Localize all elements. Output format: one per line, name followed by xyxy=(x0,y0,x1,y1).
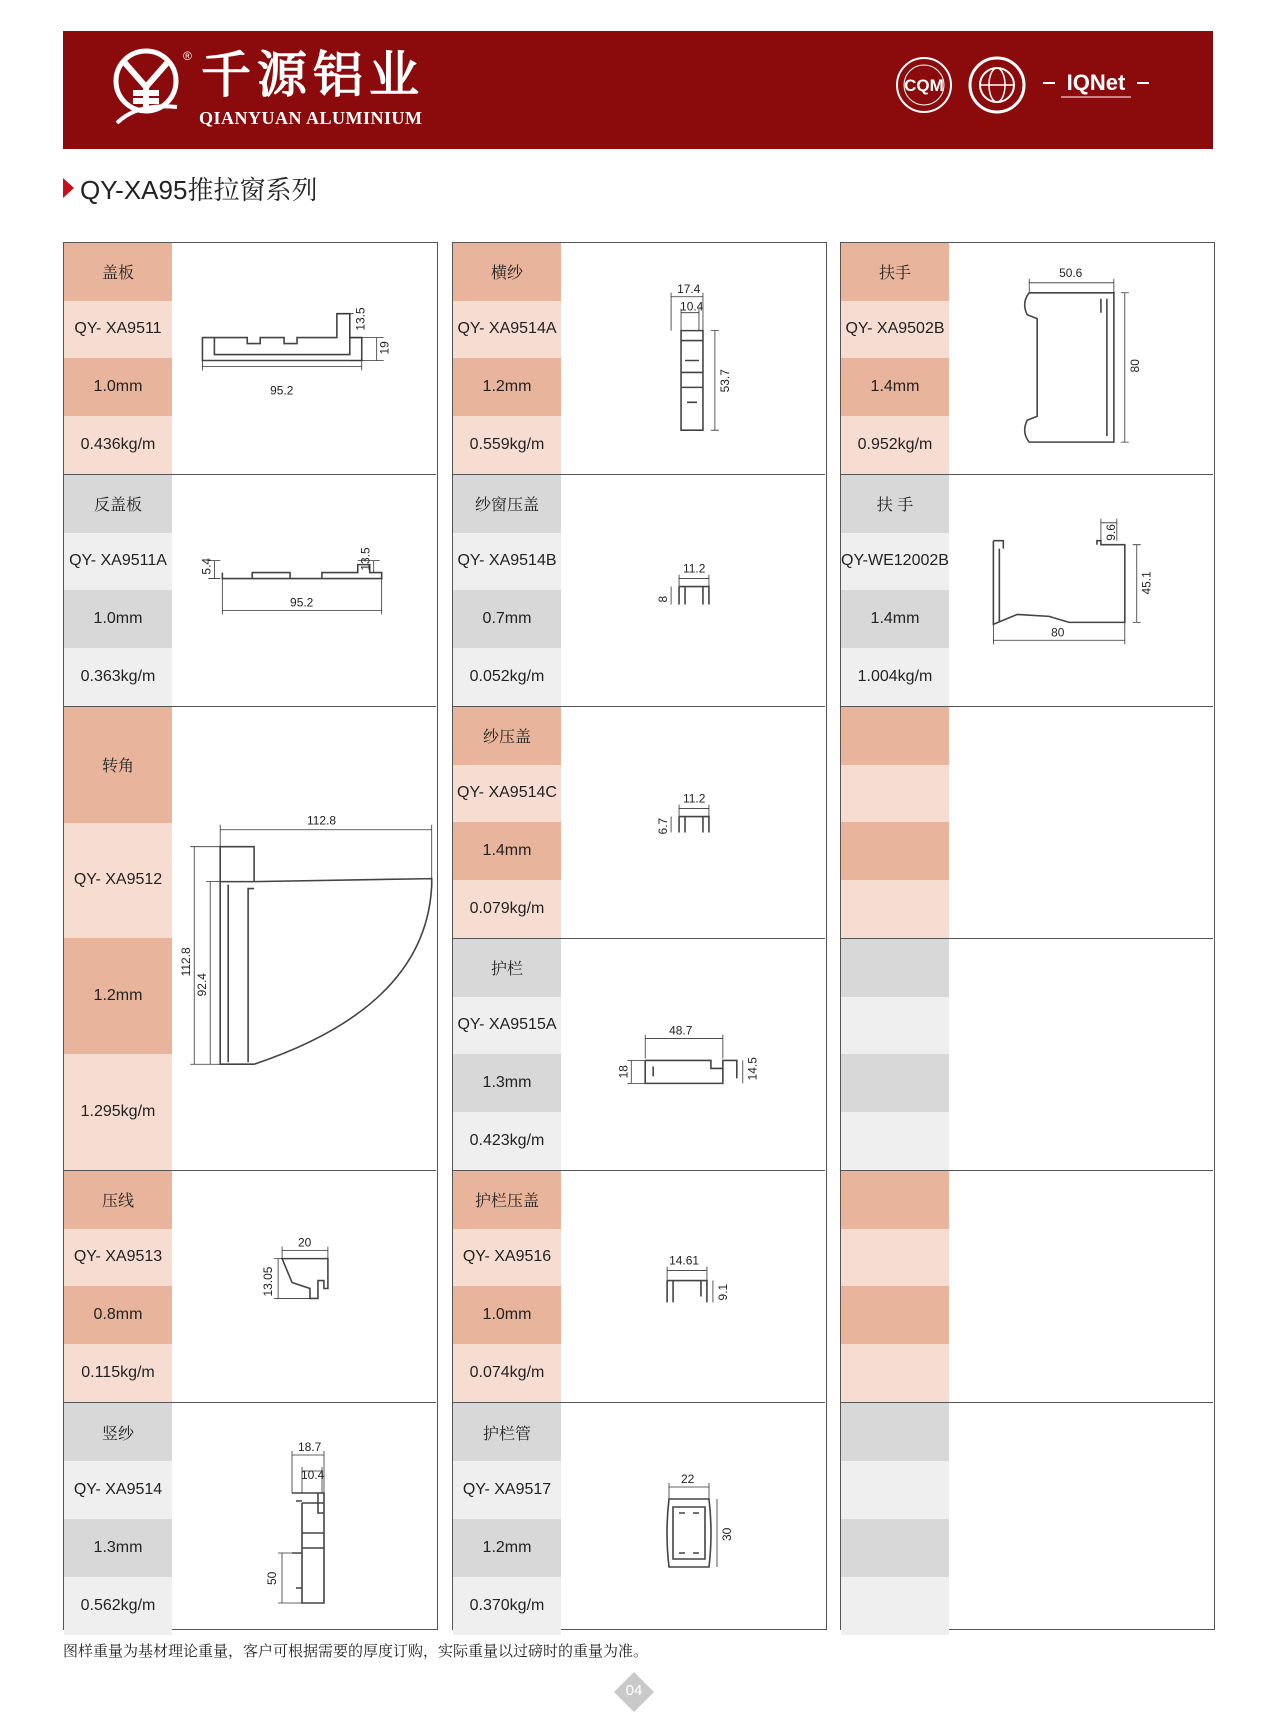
catalog-column-2 xyxy=(452,242,827,1630)
cqm-cert-icon xyxy=(893,55,955,115)
profile-code: QY- XA9514C xyxy=(453,765,561,823)
profile-thickness: 1.2mm xyxy=(453,358,561,416)
dim-label: 13.05 xyxy=(261,1266,276,1297)
profile-cell xyxy=(453,707,825,939)
profile-cell xyxy=(453,1171,825,1403)
dim-label: 11.2 xyxy=(683,791,706,806)
profile-thickness xyxy=(841,1519,949,1577)
profile-weight: 0.952kg/m xyxy=(841,416,949,474)
dim-label: 112.8 xyxy=(179,947,194,977)
profile-weight: 0.423kg/m xyxy=(453,1112,561,1170)
dim-label: 13.5 xyxy=(353,307,368,331)
profile-drawing xyxy=(949,243,1213,474)
profile-name xyxy=(841,1403,949,1461)
profile-label-column xyxy=(64,1403,172,1635)
dim-label: 92.4 xyxy=(195,973,210,997)
profile-weight xyxy=(841,880,949,938)
profile-section-diagram xyxy=(561,707,825,938)
profile-code: QY- XA9515A xyxy=(453,997,561,1055)
profile-cell xyxy=(841,243,1213,475)
profile-name: 压线 xyxy=(64,1171,172,1229)
profile-weight: 1.004kg/m xyxy=(841,648,949,706)
profile-drawing xyxy=(172,1171,436,1402)
profile-weight xyxy=(841,1577,949,1635)
profile-drawing xyxy=(949,1403,1213,1635)
qianyuan-logo-icon xyxy=(107,43,185,133)
dim-label: 19 xyxy=(377,341,392,355)
profile-section-diagram xyxy=(561,475,825,706)
profile-drawing xyxy=(172,243,436,474)
globe-cert-icon xyxy=(966,55,1028,115)
profile-name: 护栏压盖 xyxy=(453,1171,561,1229)
profile-cell xyxy=(453,243,825,475)
profile-section-diagram xyxy=(172,707,436,1170)
profile-label-column xyxy=(453,939,561,1170)
profile-cell xyxy=(64,1171,436,1403)
catalog-column-1 xyxy=(63,242,438,1630)
cqm-label: CQM xyxy=(904,76,944,95)
profile-name: 扶 手 xyxy=(841,475,949,533)
profile-code xyxy=(841,997,949,1055)
iqnet-label: IQNet xyxy=(1066,70,1126,95)
dim-label: 53.7 xyxy=(717,369,732,393)
profile-label-column xyxy=(453,1171,561,1402)
profile-weight: 0.559kg/m xyxy=(453,416,561,474)
profile-name: 护栏 xyxy=(453,939,561,997)
dim-label: 17.4 xyxy=(677,281,701,296)
profile-drawing xyxy=(172,475,436,706)
profile-weight: 0.115kg/m xyxy=(64,1344,172,1402)
profile-drawing xyxy=(561,707,825,938)
profile-thickness: 1.4mm xyxy=(841,590,949,648)
dim-label: 10.4 xyxy=(680,299,704,314)
dim-label: 30 xyxy=(720,1527,734,1541)
profile-code: QY- XA9513 xyxy=(64,1229,172,1287)
footnote: 图样重量为基材理论重量，客户可根据需要的厚度订购，实际重量以过磅时的重量为准。 xyxy=(63,1643,649,1660)
profile-weight xyxy=(841,1112,949,1170)
profile-code: QY- XA9514A xyxy=(453,301,561,359)
profile-cell xyxy=(453,1403,825,1635)
dim-label: 95.2 xyxy=(290,595,314,610)
profile-label-column xyxy=(841,939,949,1170)
profile-weight: 0.363kg/m xyxy=(64,648,172,706)
profile-weight: 0.436kg/m xyxy=(64,416,172,474)
dim-label: 20 xyxy=(298,1235,312,1250)
profile-name: 纱压盖 xyxy=(453,707,561,765)
profile-thickness: 1.0mm xyxy=(453,1286,561,1344)
profile-cell xyxy=(64,475,436,707)
profile-weight: 0.370kg/m xyxy=(453,1577,561,1635)
dim-label: 50.6 xyxy=(1059,265,1083,280)
profile-drawing xyxy=(561,243,825,474)
profile-weight: 0.562kg/m xyxy=(64,1577,172,1635)
profile-label-column xyxy=(841,707,949,938)
profile-name xyxy=(841,939,949,997)
profile-section-diagram xyxy=(172,475,436,706)
profile-cell xyxy=(841,1403,1213,1635)
profile-code: QY-WE12002B xyxy=(841,533,949,591)
profile-code: QY- XA9512 xyxy=(64,823,172,939)
profile-label-column xyxy=(453,475,561,706)
profile-drawing xyxy=(949,475,1213,706)
profile-code: QY- XA9516 xyxy=(453,1229,561,1287)
profile-section-diagram xyxy=(949,243,1213,474)
page-title: QY-XA95推拉窗系列 xyxy=(80,175,318,205)
profile-cell xyxy=(453,475,825,707)
profile-weight: 0.079kg/m xyxy=(453,880,561,938)
profile-thickness xyxy=(841,1286,949,1344)
profile-drawing xyxy=(949,1171,1213,1402)
profile-weight: 1.295kg/m xyxy=(64,1054,172,1170)
profile-thickness: 1.4mm xyxy=(453,822,561,880)
profile-drawing xyxy=(561,1403,825,1635)
profile-thickness: 0.8mm xyxy=(64,1286,172,1344)
dim-label: 6.7 xyxy=(656,817,671,835)
profile-section-diagram xyxy=(172,1403,436,1635)
dim-label: 112.8 xyxy=(306,813,337,828)
header-banner xyxy=(63,31,1213,149)
profile-cell xyxy=(64,707,436,1171)
dim-label: 8 xyxy=(656,595,671,603)
profile-name: 横纱 xyxy=(453,243,561,301)
profile-name xyxy=(841,1171,949,1229)
profile-label-column xyxy=(64,707,172,1170)
profile-label-column xyxy=(841,1171,949,1402)
dim-label: 14.61 xyxy=(669,1253,699,1268)
profile-name: 竖纱 xyxy=(64,1403,172,1461)
profile-label-column xyxy=(64,475,172,706)
profile-cell xyxy=(64,1403,436,1635)
profile-drawing xyxy=(949,707,1213,938)
catalog-column-3 xyxy=(840,242,1215,1630)
profile-thickness: 1.2mm xyxy=(453,1519,561,1577)
dim-label: 9.6 xyxy=(1103,524,1118,541)
profile-thickness: 1.4mm xyxy=(841,358,949,416)
profile-code xyxy=(841,1461,949,1519)
profile-section-diagram xyxy=(172,1171,436,1402)
dim-label: 9.1 xyxy=(715,1283,730,1301)
profile-label-column xyxy=(841,1403,949,1635)
profile-name: 护栏管 xyxy=(453,1403,561,1461)
dim-label: 22 xyxy=(681,1472,695,1486)
profile-thickness xyxy=(841,822,949,880)
title-marker-icon xyxy=(63,178,74,198)
profile-cell xyxy=(841,475,1213,707)
profile-section-diagram xyxy=(172,243,436,474)
profile-weight: 0.052kg/m xyxy=(453,648,561,706)
profile-cell xyxy=(64,243,436,475)
profile-weight: 0.074kg/m xyxy=(453,1344,561,1402)
profile-thickness: 0.7mm xyxy=(453,590,561,648)
profile-section-diagram xyxy=(949,475,1213,706)
profile-cell xyxy=(453,939,825,1171)
brand-name-cn: 千源铝业 xyxy=(201,46,425,104)
profile-drawing xyxy=(561,475,825,706)
dim-label: 80 xyxy=(1127,359,1142,373)
iqnet-cert-icon xyxy=(1041,55,1151,115)
registered-mark: ® xyxy=(183,49,192,63)
profile-drawing xyxy=(561,939,825,1170)
profile-cell xyxy=(841,707,1213,939)
brand-name-en: QIANYUAN ALUMINIUM xyxy=(199,108,423,128)
dim-label: 11.2 xyxy=(683,561,706,576)
profile-drawing xyxy=(561,1171,825,1402)
dim-label: 14.5 xyxy=(745,1057,760,1081)
profile-code: QY- XA9511A xyxy=(64,533,172,591)
profile-name: 反盖板 xyxy=(64,475,172,533)
profile-section-diagram xyxy=(561,1171,825,1402)
profile-name xyxy=(841,707,949,765)
profile-thickness: 1.0mm xyxy=(64,358,172,416)
profile-name: 扶手 xyxy=(841,243,949,301)
profile-label-column xyxy=(841,475,949,706)
profile-drawing xyxy=(172,707,436,1170)
profile-thickness: 1.2mm xyxy=(64,938,172,1054)
profile-section-diagram xyxy=(561,939,825,1170)
profile-cell xyxy=(841,939,1213,1171)
profile-thickness xyxy=(841,1054,949,1112)
profile-code: QY- XA9502B xyxy=(841,301,949,359)
profile-name: 转角 xyxy=(64,707,172,823)
profile-drawing xyxy=(949,939,1213,1170)
dim-label: 80 xyxy=(1051,625,1065,640)
profile-label-column xyxy=(64,1171,172,1402)
profile-thickness: 1.0mm xyxy=(64,590,172,648)
dim-label: 13.5 xyxy=(358,547,373,571)
profile-code xyxy=(841,765,949,823)
profile-label-column xyxy=(64,243,172,474)
profile-name: 纱窗压盖 xyxy=(453,475,561,533)
dim-label: 45.1 xyxy=(1139,571,1154,595)
dim-label: 95.2 xyxy=(270,383,294,398)
profile-cell xyxy=(841,1171,1213,1403)
dim-label: 18.7 xyxy=(298,1440,322,1454)
profile-thickness: 1.3mm xyxy=(64,1519,172,1577)
profile-section-diagram xyxy=(561,1403,825,1635)
profile-thickness: 1.3mm xyxy=(453,1054,561,1112)
profile-label-column xyxy=(841,243,949,474)
profile-code: QY- XA9514B xyxy=(453,533,561,591)
dim-label: 48.7 xyxy=(669,1023,693,1038)
profile-name: 盖板 xyxy=(64,243,172,301)
dim-label: 10.4 xyxy=(301,1468,325,1482)
profile-drawing xyxy=(172,1403,436,1635)
profile-label-column xyxy=(453,1403,561,1635)
dim-label: 50 xyxy=(265,1571,279,1585)
profile-code: QY- XA9517 xyxy=(453,1461,561,1519)
profile-code: QY- XA9514 xyxy=(64,1461,172,1519)
profile-section-diagram xyxy=(561,243,825,474)
profile-label-column xyxy=(453,707,561,938)
profile-code xyxy=(841,1229,949,1287)
dim-label: 5.4 xyxy=(199,557,214,575)
page-number: 04 xyxy=(625,1682,643,1699)
profile-code: QY- XA9511 xyxy=(64,301,172,359)
dim-label: 18 xyxy=(616,1065,631,1079)
profile-weight xyxy=(841,1344,949,1402)
profile-label-column xyxy=(453,243,561,474)
